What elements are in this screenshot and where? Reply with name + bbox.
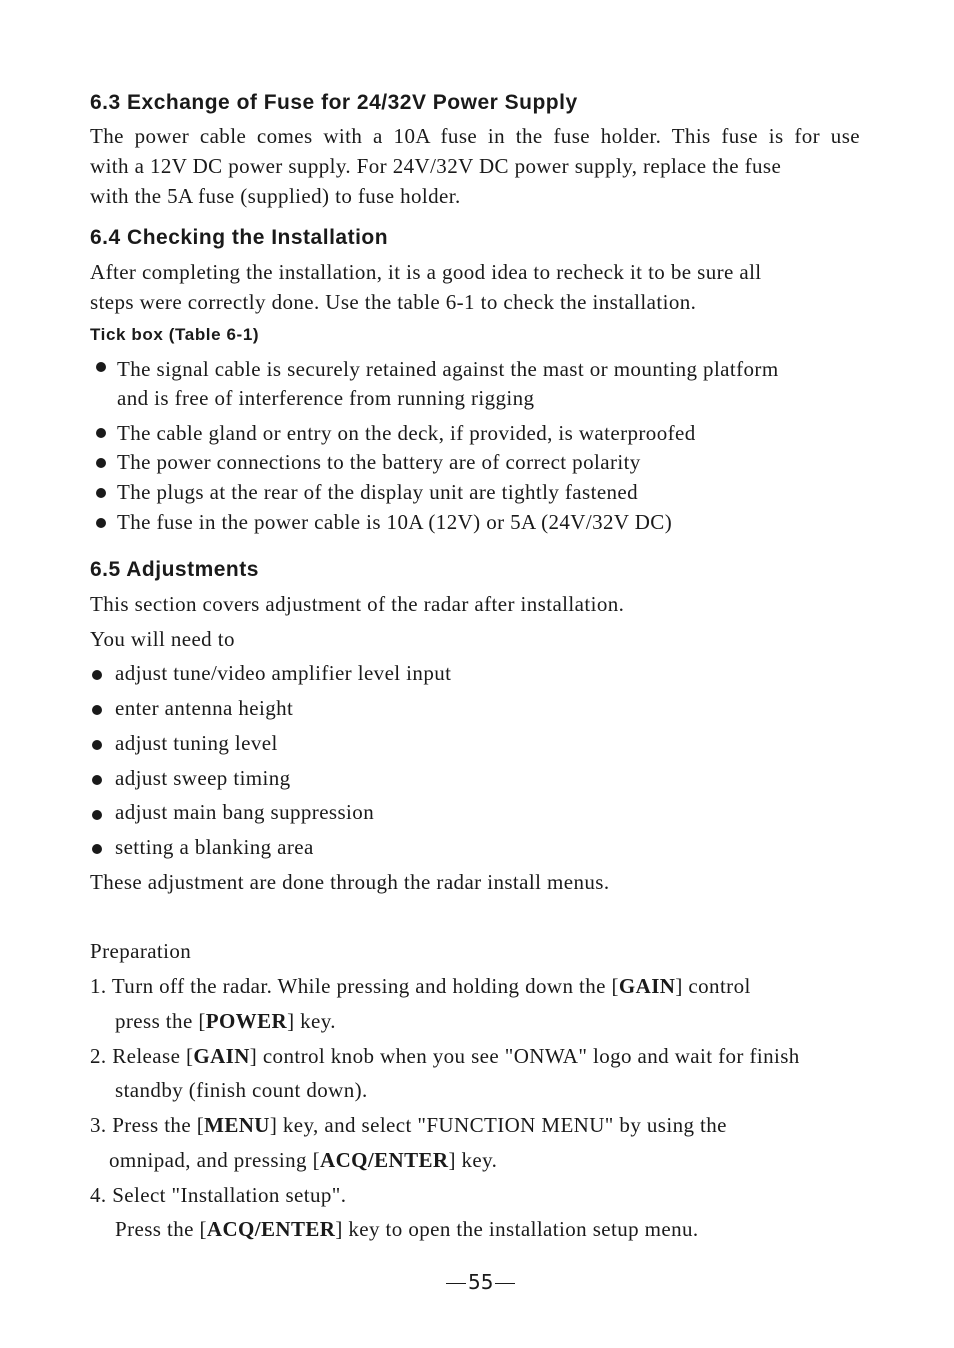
step-text: ] control <box>675 974 751 998</box>
step-text: ] key to open the installation setup menu. <box>335 1217 699 1241</box>
step-text: ] control knob when you see "ONWA" logo and wait for finish <box>249 1044 800 1068</box>
section-heading-6-4: 6.4 Checking the Installation <box>90 226 389 249</box>
step-text: omnipad, and pressing [ <box>109 1148 320 1172</box>
paragraph-line: You will need to <box>90 627 235 651</box>
list-item: setting a blanking area <box>115 835 314 859</box>
tick-box-subheading: Tick box (Table 6-1) <box>90 325 260 344</box>
step-text: 1. Turn off the radar. While pressing and holding down the [ <box>90 974 619 998</box>
step-text: 2. Release [ <box>90 1044 194 1068</box>
step-text: ] key, and select "FUNCTION MENU" by using the <box>269 1113 727 1137</box>
step-3-continuation <box>109 1145 497 1175</box>
paragraph-line: These adjustment are done through the radar install menus. <box>90 870 610 894</box>
bullet-icon <box>92 844 102 854</box>
dash-right <box>495 1283 515 1285</box>
key-name: MENU <box>204 1113 270 1137</box>
paragraph-line: steps were correctly done. Use the table 6-1 to check the installation. <box>90 290 697 314</box>
section-heading-6-5: 6.5 Adjustments <box>90 558 259 581</box>
checklist-item-continuation: and is free of interference from running rigging <box>117 386 535 410</box>
step-1 <box>90 971 751 1001</box>
section-heading-6-3: 6.3 Exchange of Fuse for 24/32V Power Supply <box>90 91 578 114</box>
bullet-icon <box>96 518 106 528</box>
paragraph-line: with a 12V DC power supply. For 24V/32V DC power supply, replace the fuse <box>90 154 782 178</box>
step-2 <box>90 1041 800 1071</box>
bullet-icon <box>92 810 102 820</box>
bullet-icon <box>96 362 106 372</box>
bullet-icon <box>96 488 106 498</box>
step-4-continuation <box>115 1214 699 1244</box>
step-1-continuation <box>115 1006 336 1036</box>
bullet-icon <box>96 458 106 468</box>
step-text: ] key. <box>448 1148 498 1172</box>
dash-left <box>446 1283 466 1285</box>
key-name: ACQ/ENTER <box>206 1217 336 1241</box>
paragraph-line: After completing the installation, it is a good idea to recheck it to be sure all <box>90 260 762 284</box>
step-text: ] key. <box>287 1009 336 1033</box>
step-text: press the [ <box>115 1009 206 1033</box>
checklist-item: The cable gland or entry on the deck, if provided, is waterproofed <box>117 421 696 445</box>
bullet-icon <box>92 775 102 785</box>
step-text: Press the [ <box>115 1217 207 1241</box>
key-name: GAIN <box>193 1044 250 1068</box>
list-item: adjust sweep timing <box>115 766 291 790</box>
key-name: GAIN <box>618 974 676 998</box>
checklist-item: The power connections to the battery are of correct polarity <box>117 450 641 474</box>
list-item: adjust tune/video amplifier level input <box>115 661 452 685</box>
checklist-item: The signal cable is securely retained against the mast or mounting platform <box>117 357 779 381</box>
page-number-value: 55 <box>468 1270 494 1294</box>
checklist-item: The plugs at the rear of the display unit are tightly fastened <box>117 480 639 504</box>
paragraph-line: This section covers adjustment of the radar after installation. <box>90 592 625 616</box>
list-item: enter antenna height <box>115 696 294 720</box>
checklist-item: The fuse in the power cable is 10A (12V) or 5A (24V/32V DC) <box>117 510 673 534</box>
step-text: 3. Press the [ <box>90 1113 205 1137</box>
key-name: POWER <box>205 1009 288 1033</box>
step-2-continuation: standby (finish count down). <box>115 1078 368 1102</box>
step-4: 4. Select "Installation setup". <box>90 1183 347 1207</box>
page-number <box>444 1270 517 1294</box>
step-3 <box>90 1110 727 1140</box>
bullet-icon <box>92 670 102 680</box>
list-item: adjust tuning level <box>115 731 278 755</box>
key-name: ACQ/ENTER <box>320 1148 449 1172</box>
preparation-label: Preparation <box>90 939 192 963</box>
paragraph-line: with the 5A fuse (supplied) to fuse holder. <box>90 184 461 208</box>
bullet-icon <box>92 740 102 750</box>
paragraph-line: The power cable comes with a 10A fuse in the fuse holder. This fuse is for use <box>90 124 860 148</box>
bullet-icon <box>96 428 106 438</box>
list-item: adjust main bang suppression <box>115 800 375 824</box>
bullet-icon <box>92 705 102 715</box>
